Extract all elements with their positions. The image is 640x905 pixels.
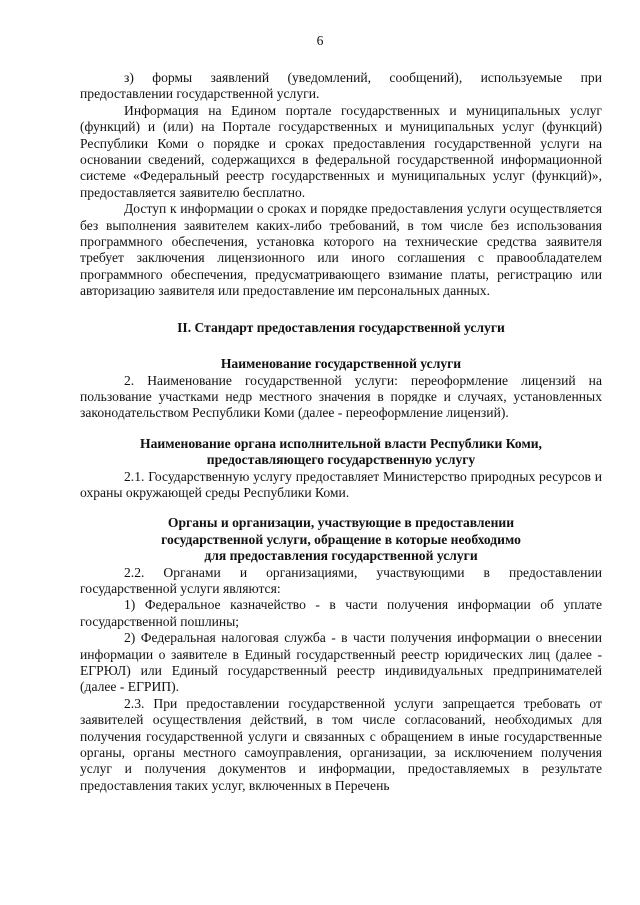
subsection-heading-authority-line1: Наименование органа исполнительной власти Республики Коми, [140, 435, 542, 451]
page-number: 6 [316, 33, 324, 48]
section-title: II. Стандарт предоставления государственной услуги [177, 319, 505, 335]
paragraph-prohibition: 2.3. При предоставлении государственной услуги запрещается требовать от заявителей осуществления действий, в том числе согласований, необходимых для получения государственной услуги и связанных с обращением в иные государственные органы, органы местного самоуправления, организации, за исключением получения услуг и получения документов и информации, предоставляемых в результате предоставления таких услуг, включенных в Перечень [80, 695, 602, 793]
subsection-heading-organizations-line3: для предоставления государственной услуги [204, 548, 478, 564]
document-body [80, 70, 602, 794]
paragraph-organizations: 2.2. Органами и организациями, участвующими в предоставлении государственной услуги являются: [80, 564, 602, 596]
paragraph-authority: 2.1. Государственную услугу предоставляет Министерство природных ресурсов и охраны окружающей среды Республики Коми. [80, 468, 602, 500]
paragraph-portal-info: Информация на Едином портале государственных и муниципальных услуг (функций) и (или) на Портале государственных и муниципальных услуг (функций) Республики Коми о порядке и сроках предоставления государственной услуги на основании сведений, содержащихся в федеральной государственной информационной системе «Федеральный реестр государственных и муниципальных услуг (функций)», предоставляется заявителю бесплатно. [80, 102, 602, 200]
paragraph-treasury: 1) Федеральное казначейство - в части получения информации об уплате государственной пошлины; [80, 597, 602, 629]
paragraph-tax-service: 2) Федеральная налоговая служба - в части получения информации о внесении информации о заявителе в Единый государственный реестр юридических лиц (далее - ЕГРЮЛ) или Единый государственный реестр индивидуальных предпринимателей (далее - ЕГРИП). [80, 630, 602, 695]
subsection-heading-service-name: Наименование государственной услуги [220, 356, 462, 372]
paragraph-service-name: 2. Наименование государственной услуги: переоформление лицензий на пользование участками недр местного значения в порядке и случаях, установленных законодательством Республики Коми (далее - переоформление лицензий). [80, 372, 602, 421]
subsection-heading-authority-line2: предоставляющего государственную услугу [206, 452, 476, 468]
paragraph-access-info: Доступ к информации о сроках и порядке предоставления услуги осуществляется без выполнения заявителем каких-либо требований, в том числе без использования программного обеспечения, установка которого на технические средства заявителя требует заключения лицензионного или иного соглашения с правообладателем программного обеспечения, предусматривающего взимание платы, регистрацию или авторизацию заявителя или предоставление им персональных данных. [80, 201, 602, 299]
subsection-heading-organizations-line1: Органы и организации, участвующие в предоставлении [167, 515, 515, 531]
paragraph-forms: з) формы заявлений (уведомлений, сообщений), используемые при предоставлении государственной услуги. [80, 70, 602, 102]
subsection-heading-organizations-line2: государственной услуги, обращение в которые необходимо [161, 531, 521, 547]
